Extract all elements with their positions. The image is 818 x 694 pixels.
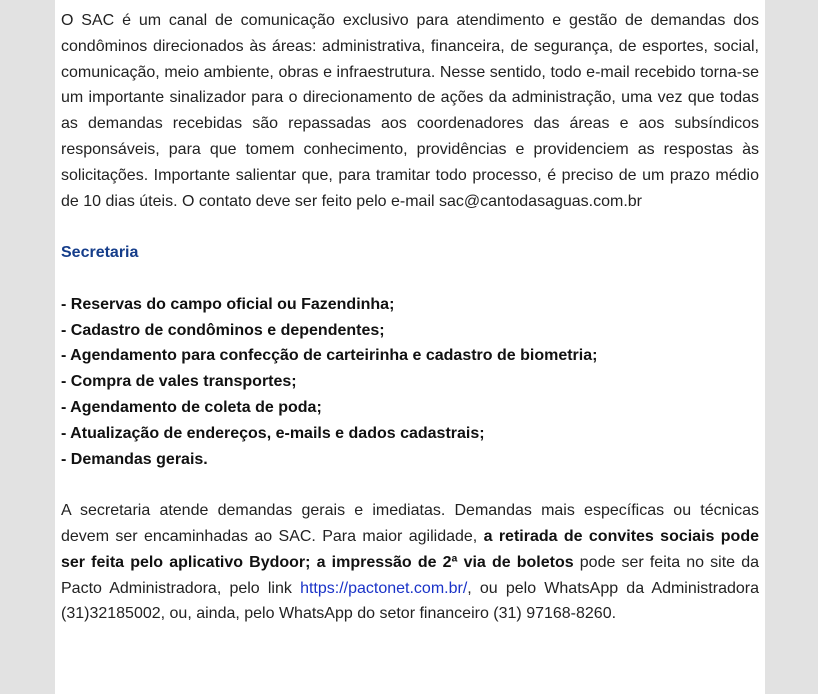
closing-text-1: A secretaria atende demandas gerais e imediatas. Demandas mais específicas ou técnicas devem ser encaminhadas ao SAC. Para maior agilidade, <box>61 502 759 545</box>
list-item: - Compra de vales transportes; <box>61 373 297 391</box>
article-body <box>61 8 759 627</box>
list-item: - Atualização de endereços, e-mails e dados cadastrais; <box>61 424 485 442</box>
list-item: - Reservas do campo oficial ou Fazendinha; <box>61 295 395 313</box>
closing-text-3: , ou pelo WhatsApp da Administradora (31)32185002, ou, ainda, pelo WhatsApp do setor financeiro (31) 97168-8260. <box>61 579 759 623</box>
list-item: - Demandas gerais. <box>61 450 208 468</box>
closing-bold-text: a retirada de convites sociais pode ser feita pelo aplicativo Bydoor; a impressão de 2ª via de boletos <box>61 527 759 571</box>
intro-paragraph: O SAC é um canal de comunicação exclusivo para atendimento e gestão de demandas dos condôminos direcionados às áreas: administrativa, financeira, de segurança, de esportes, social, comunicação, meio ambiente, obras e infraestrutura. Nesse sentido, todo e-mail recebido torna-se um importante sinalizador para o direcionamento de ações da administração, uma vez que todas as demandas recebidas são repassadas aos coordenadores das áreas e aos subsíndicos responsáveis, para que tomem conhecimento, providências e providenciem as respostas às solicitações. Importante salientar que, para tramitar todo processo, é preciso de um prazo médio de 10 dias úteis. O contato deve ser feito pelo e-mail sac@cantodasaguas.com.br <box>61 12 759 210</box>
closing-paragraph <box>61 498 759 627</box>
closing-text-2: pode ser feita no site da Pacto Administradora, pelo link <box>61 553 759 597</box>
section-heading-secretaria: Secretaria <box>61 244 139 262</box>
pactonet-link[interactable]: https://pactonet.com.br/ <box>300 579 468 597</box>
content-panel <box>55 0 765 694</box>
list-item: - Cadastro de condôminos e dependentes; <box>61 321 385 339</box>
secretaria-service-list <box>61 292 759 473</box>
list-item: - Agendamento de coleta de poda; <box>61 398 322 416</box>
list-item: - Agendamento para confecção de carteirinha e cadastro de biometria; <box>61 347 598 365</box>
